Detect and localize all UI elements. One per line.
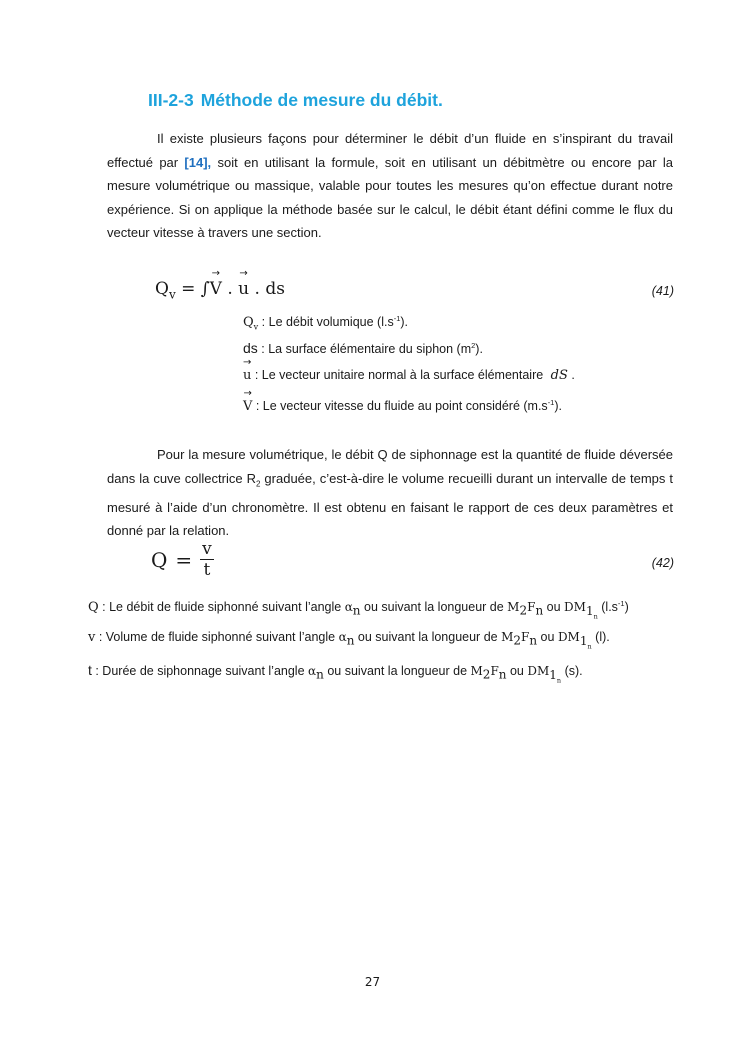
alpha-symbol: α	[338, 630, 347, 644]
def-text: : Le vecteur vitesse du fluide au point considéré (m.s	[252, 399, 548, 414]
legend-symbol: Q	[88, 600, 99, 616]
definition-qv	[243, 314, 408, 332]
m-symbol: M	[501, 630, 514, 644]
def-end: ).	[400, 315, 409, 330]
para2-text-1: Pour la mesure volumétrique, le débit Q de siphonnage est la quantité de fluide déversée dans la cuve collectrice R	[107, 447, 673, 486]
eq41-q-sub: v	[168, 287, 176, 302]
dm-symbol: DM	[527, 664, 550, 678]
dm-sub	[585, 603, 598, 621]
alpha-sub: n	[352, 603, 361, 618]
eq42-equals: =	[175, 548, 193, 572]
legend-q	[88, 599, 629, 620]
alpha-sub: n	[316, 667, 324, 682]
definition-u	[243, 368, 575, 383]
def-unit-sup: -1	[393, 314, 401, 323]
dm-sub-1: 1	[585, 603, 594, 618]
eq41-equals: =	[181, 279, 196, 299]
dm-sub	[549, 668, 561, 682]
legend-t	[88, 662, 583, 684]
def-symbol-sub: v	[253, 322, 259, 332]
dm-symbol: DM	[564, 600, 586, 615]
legend-text: : Volume de fluide siphonné suivant l’angle	[95, 630, 339, 644]
alpha-symbol: α	[344, 600, 353, 615]
eq41-q: Q	[155, 279, 169, 299]
def-unit-sup: -1	[547, 398, 555, 407]
def-ds-italic: dS	[550, 368, 568, 383]
definition-ds	[243, 340, 483, 356]
eq42-denominator: t	[203, 560, 211, 580]
def-end: .	[567, 368, 575, 382]
eq41-dot: .	[254, 279, 260, 299]
f-sub: n	[529, 633, 538, 648]
section-heading	[148, 90, 443, 111]
volumetric-paragraph	[107, 443, 673, 543]
legend-tail: )	[624, 600, 629, 615]
m-sub: 2	[519, 603, 528, 618]
dm-sub-n: n	[587, 641, 592, 650]
alpha-sub: n	[346, 633, 355, 648]
f-sub: n	[498, 667, 507, 682]
legend-ou: ou	[506, 664, 528, 678]
legend-tail: (l.s	[597, 600, 618, 615]
legend-symbol: t	[88, 662, 92, 678]
eq41-ds: ds	[265, 279, 285, 299]
reference-link[interactable]: [14],	[184, 154, 212, 170]
dm-symbol: DM	[557, 630, 580, 644]
eq42-fraction	[200, 540, 214, 580]
section-number: III-2-3	[148, 90, 194, 110]
dm-sub-1: 1	[549, 667, 557, 682]
legend-text: ou suivant la longueur de	[323, 664, 471, 678]
m-symbol: M	[507, 600, 520, 615]
section-title: Méthode de mesure du débit.	[200, 90, 443, 110]
f-symbol: F	[521, 630, 530, 644]
equation-42	[151, 540, 214, 580]
eq41-vector-u: → u	[238, 279, 249, 299]
def-vector-v: → V	[243, 399, 252, 414]
legend-text: : Durée de siphonnage suivant l’angle	[91, 664, 309, 678]
eq41-dot: .	[227, 279, 233, 299]
legend-v	[88, 630, 610, 650]
legend-tail: (s).	[561, 664, 583, 678]
legend-ou: ou	[537, 630, 558, 644]
para2-text-2: graduée, c’est-à-dire le volume recueilli durant un intervalle de temps t mesuré à l’aide d’un chronomètre. Il est obtenu en faisant le rapport de ces deux paramètres et donné par la relation.	[107, 470, 673, 539]
eq42-q: Q	[151, 548, 168, 572]
f-sub: n	[535, 603, 544, 618]
page-number: 27	[364, 975, 381, 989]
def-end: ).	[475, 342, 483, 356]
legend-symbol: v	[88, 630, 96, 645]
m-sub: 2	[482, 667, 491, 682]
dm-sub-n: n	[593, 612, 598, 621]
legend-ou: ou	[543, 600, 565, 615]
intro-text-2: soit en utilisant la formule, soit en utilisant un débitmètre ou encore par la mesure volumétrique ou massique, valable pour toutes les mesures qu’on effectue durant notre expérience. Si on applique la méthode basée sur le calcul, le débit étant défini comme le flux du vecteur vitesse à travers une section.	[107, 154, 673, 240]
equation-42-number: (42)	[651, 556, 674, 570]
intro-text-1: Il existe plusieurs façons pour déterminer le débit d’un fluide en s’inspirant du travail effectué par	[107, 131, 673, 170]
alpha-symbol: α	[308, 664, 317, 678]
m-symbol: M	[470, 664, 483, 678]
def-text: : La surface élémentaire du siphon (m	[257, 342, 472, 356]
def-vector-u: → u	[243, 368, 251, 383]
def-symbol: ds	[243, 340, 258, 356]
m-sub: 2	[513, 633, 522, 648]
eq42-numerator: v	[202, 539, 212, 559]
def-text: : Le vecteur unitaire normal à la surface élémentaire	[251, 368, 547, 382]
f-symbol: F	[490, 664, 499, 678]
para2-sub: 2	[255, 479, 261, 489]
legend-tail-sup: -1	[617, 599, 625, 608]
equation-41-number: (41)	[651, 284, 674, 298]
dm-sub-1: 1	[579, 633, 588, 648]
dm-sub-n: n	[556, 675, 562, 684]
intro-paragraph	[107, 127, 673, 245]
def-symbol: Q	[243, 315, 254, 331]
def-text: : Le débit volumique (l.s	[258, 315, 394, 330]
def-end: ).	[554, 399, 562, 414]
eq41-vector-v: → V	[210, 279, 222, 299]
def-unit-sup: 2	[471, 340, 476, 350]
equation-41	[155, 279, 285, 301]
definition-v	[243, 398, 562, 414]
legend-text: : Le débit de fluide siphonné suivant l’angle	[98, 600, 345, 615]
f-symbol: F	[527, 600, 536, 615]
legend-tail: (l).	[591, 630, 610, 644]
legend-text: ou suivant la longueur de	[354, 630, 502, 644]
dm-sub	[580, 634, 592, 648]
eq41-integral: ∫	[200, 279, 210, 299]
legend-text: ou suivant la longueur de	[360, 600, 508, 615]
